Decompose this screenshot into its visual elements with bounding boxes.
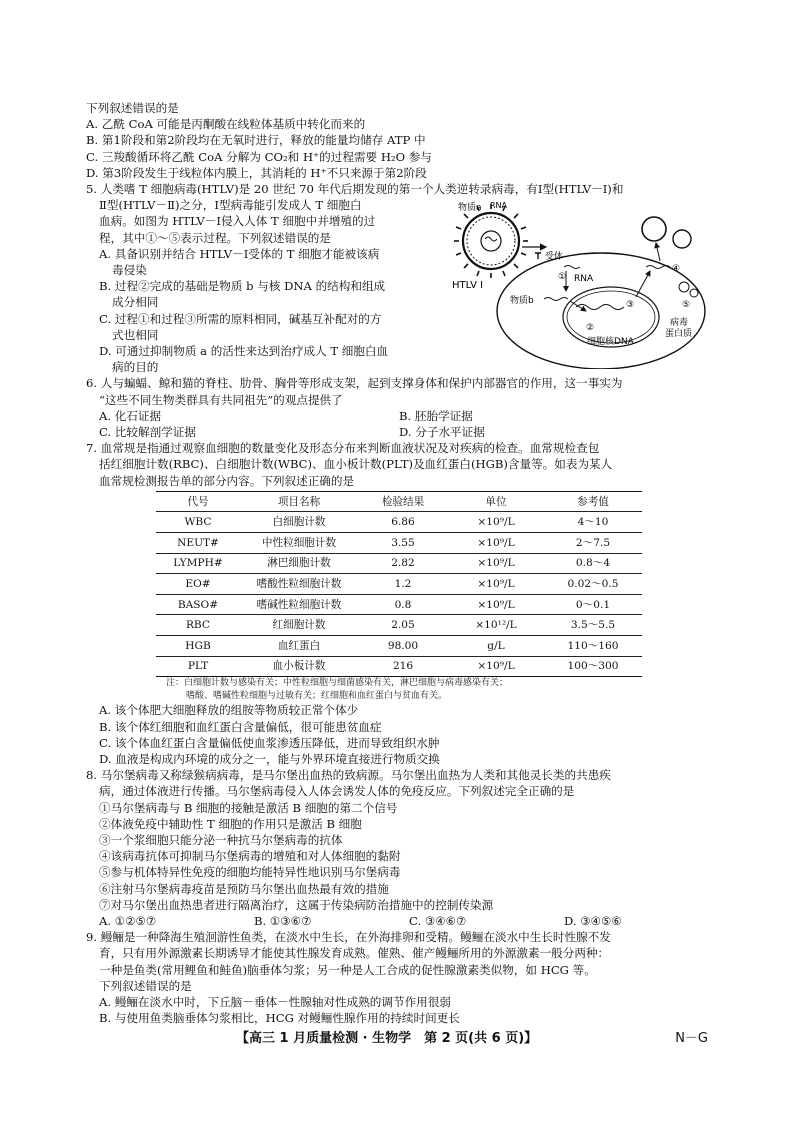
q8-option-a: A. ①②⑤⑦ (99, 914, 157, 929)
cell-reference: 3.5～5.5 (544, 615, 642, 636)
step-1: ① (558, 272, 567, 283)
table-row (156, 615, 642, 636)
cell-result: 2.82 (358, 553, 448, 574)
q7-option-d: D. 血液是构成内环境的成分之一，能与外界环境直接进行物质交换 (99, 752, 440, 767)
q6-option-d: D. 分子水平证据 (399, 425, 485, 440)
cell-result: 6.86 (358, 512, 448, 533)
table-row (156, 574, 642, 595)
cell-result: 216 (358, 656, 448, 677)
label-rna-cell: RNA (574, 274, 594, 285)
q5-stem-line4: 程，其中①～⑤表示过程。下列叙述错误的是 (99, 230, 331, 245)
cell-unit: ×10⁹/L (448, 533, 544, 554)
table-row (156, 553, 642, 574)
q6-stem-line1: 6. 人与蝙蝠、鲸和猫的脊柱、肋骨、胸骨等形成支架，起到支撑身体和保护内部器官的作用，这一事实为 (86, 376, 623, 391)
label-viral-protein-2: 蛋白质 (665, 329, 693, 340)
label-rna-top: RNA (490, 201, 508, 211)
q7-stem-line2: 括红细胞计数(RBC)、白细胞计数(WBC)、血小板计数(PLT)及血红蛋白(HGB)含量等。如表为某人 (99, 457, 613, 472)
cell-item: 嗜碱性粒细胞计数 (240, 594, 358, 615)
cell-code: EO# (156, 574, 240, 595)
question-9 (86, 929, 708, 1026)
cell-code: HGB (156, 636, 240, 657)
q8-statement-5: ⑤参与机体特异性免疫的细胞均能特异性地识别马尔堡病毒 (99, 865, 401, 880)
cell-unit: ×10⁹/L (448, 594, 544, 615)
question-7 (86, 440, 708, 767)
cell-item: 红细胞计数 (240, 615, 358, 636)
label-viral-protein-1: 病毒 (670, 318, 689, 329)
cell-result: 0.8 (358, 594, 448, 615)
q7-stem-line3: 血常规检测报告单的部分内容。下列叙述正确的是 (99, 473, 355, 488)
q5-stem-line2: Ⅱ型(HTLV－Ⅱ)之分，Ⅰ型病毒能引发成人 T 细胞白 (99, 198, 362, 213)
htlv-infection-diagram (446, 199, 708, 369)
cell-reference: 4～10 (544, 512, 642, 533)
q9-option-a: A. 鳗鲡在淡水中时，下丘脑－垂体－性腺轴对性成熟的调节作用很弱 (99, 995, 451, 1010)
q9-stem-line4: 下列叙述错误的是 (99, 978, 192, 993)
cell-unit: ×10¹²/L (448, 615, 544, 636)
label-nucleus-dna: 细胞核DNA (587, 337, 634, 348)
cell-code: BASO# (156, 594, 240, 615)
cell-item: 淋巴细胞计数 (240, 553, 358, 574)
q8-option-b: B. ①③⑥⑦ (254, 914, 312, 929)
q9-stem-line3: 一种是鱼类(常用鲤鱼和鲑鱼)脑垂体匀浆；另一种是人工合成的促性腺激素类似物，如 HCG 等。 (99, 962, 596, 977)
question-6 (86, 375, 708, 440)
q7-stem-line1: 7. 血常规是指通过观察血细胞的数量变化及形态分布来判断血液状况及对疾病的检查。血常规检查包 (86, 441, 600, 456)
cell-item: 嗜酸性粒细胞计数 (240, 574, 358, 595)
q8-statement-3: ③一个浆细胞只能分泌一种抗马尔堡病毒的抗体 (99, 833, 343, 848)
exam-page (86, 100, 708, 1026)
table-note-line2: 嗜酸、嗜碱性粒细胞与过敏有关；红细胞和血红蛋白与贫血有关。 (186, 690, 448, 701)
q5-stem-line1: 5. 人类嗜 T 细胞病毒(HTLV)是 20 世纪 70 年代后期发现的第一个人类逆转录病毒，有Ⅰ型(HTLV－Ⅰ)和 (86, 182, 624, 197)
q8-stem-line2: 病，通过体液进行传播。马尔堡病毒侵入人体会诱发人体的免疫反应。下列叙述完全正确的是 (99, 784, 575, 799)
receptor (535, 253, 541, 259)
q9-stem-line2: 育，只有用外源激素长期诱导才能使其性腺发育成熟。催熟、催产鳗鲡所用的外源激素一般分两种： (99, 946, 610, 961)
q4-option-d: D. 第3阶段发生于线粒体内膜上，其消耗的 H⁺不只来源于第2阶段 (86, 165, 427, 180)
cell-item: 血小板计数 (240, 656, 358, 677)
q7-option-c: C. 该个体血红蛋白含量偏低使血浆渗透压降低，进而导致组织水肿 (99, 735, 440, 750)
q5-option-d: D. 可通过抑制物质 a 的活性来达到治疗成人 T 细胞白血 (99, 344, 389, 359)
cell-reference: 2～7.5 (544, 533, 642, 554)
q8-statement-1: ①马尔堡病毒与 B 细胞的接触是激活 B 细胞的第二个信号 (99, 800, 398, 815)
cell-unit: ×10⁹/L (448, 656, 544, 677)
blood-test-table (156, 491, 642, 677)
cell-result: 2.05 (358, 615, 448, 636)
step-4: ④ (672, 264, 681, 275)
label-substance-a: 物质a (458, 203, 482, 214)
q6-option-a: A. 化石证据 (99, 408, 162, 423)
q4-option-c: C. 三羧酸循环将乙酰 CoA 分解为 CO₂和 H⁺的过程需要 H₂O 参与 (86, 149, 432, 164)
step-3: ③ (626, 300, 635, 311)
q5-option-c: C. 过程①和过程③所需的原料相同，碱基互补配对的方 (99, 311, 382, 326)
table-row (156, 533, 642, 554)
footer-code: N－G (675, 1031, 708, 1046)
q8-statement-7: ⑦对马尔堡出血热患者进行隔离治疗，这属于传染病防治措施中的控制传染源 (99, 897, 494, 912)
cell-unit: ×10⁹/L (448, 512, 544, 533)
col-unit: 单位 (448, 491, 544, 512)
table-row (156, 656, 642, 677)
question-4 (86, 100, 708, 181)
q8-statement-6: ⑥注射马尔堡病毒疫苗是预防马尔堡出血热最有效的措施 (99, 881, 389, 896)
cell-reference: 100～300 (544, 656, 642, 677)
cell-reference: 0.02～0.5 (544, 574, 642, 595)
table-row (156, 594, 642, 615)
q8-stem-line1: 8. 马尔堡病毒又称绿猴病病毒，是马尔堡出血热的致病源。马尔堡出血热为人类和其他灵长类的共患疾 (86, 768, 611, 783)
q5-option-d-cont: 病的目的 (112, 360, 159, 375)
cell-code: WBC (156, 512, 240, 533)
cell-item: 中性粒细胞计数 (240, 533, 358, 554)
q5-stem-line3: 血病。如图为 HTLV－Ⅰ侵入人体 T 细胞中并增殖的过 (99, 214, 376, 229)
q9-option-b: B. 与使用鱼类脑垂体匀浆相比，HCG 对鳗鲡性腺作用的持续时间更长 (99, 1011, 460, 1026)
cell-item: 白细胞计数 (240, 512, 358, 533)
cell-code: LYMPH# (156, 553, 240, 574)
label-receptor: 受体 (545, 252, 564, 263)
cell-reference: 0.8～4 (544, 553, 642, 574)
step-2: ② (586, 323, 595, 334)
cell-code: PLT (156, 656, 240, 677)
cell-code: NEUT# (156, 533, 240, 554)
col-item: 项目名称 (240, 491, 358, 512)
col-code: 代号 (156, 491, 240, 512)
table-note-line1: 注：白细胞计数与感染有关；中性粒细胞与细菌感染有关，淋巴细胞与病毒感染有关； (166, 678, 509, 689)
q5-option-a-cont: 毒侵染 (112, 263, 147, 278)
col-result: 检验结果 (358, 491, 448, 512)
col-reference: 参考值 (544, 491, 642, 512)
q9-stem-line1: 9. 鳗鲡是一种降海生殖洄游性鱼类，在淡水中生长，在外海排卵和受精。鳗鲡在淡水中生长时性腺不发 (86, 930, 611, 945)
q6-stem-line2: “这些不同生物类群具有共同祖先”的观点提供了 (99, 392, 343, 407)
label-htlv: HTLV Ⅰ (452, 280, 484, 292)
cell-unit: g/L (448, 636, 544, 657)
q6-option-c: C. 比较解剖学证据 (99, 425, 196, 440)
q8-option-c: C. ③④⑥⑦ (409, 914, 467, 929)
cell-item: 血红蛋白 (240, 636, 358, 657)
q8-statement-2: ②体液免疫中辅助性 T 细胞的作用只是激活 B 细胞 (99, 816, 362, 831)
cell-result: 3.55 (358, 533, 448, 554)
q4-option-a: A. 乙酰 CoA 可能是丙酮酸在线粒体基质中转化而来的 (86, 117, 366, 132)
q5-option-b-cont: 成分相同 (112, 295, 159, 310)
q8-statement-4: ④该病毒抗体可抑制马尔堡病毒的增殖和对人体细胞的黏附 (99, 849, 401, 864)
q4-option-b: B. 第1阶段和第2阶段均在无氧时进行，释放的能量均储存 ATP 中 (86, 133, 426, 148)
table-row (156, 636, 642, 657)
q5-option-b: B. 过程②完成的基础是物质 b 与核 DNA 的结构和组成 (99, 279, 386, 294)
cell-code: RBC (156, 615, 240, 636)
label-substance-b: 物质b (510, 296, 534, 307)
q7-option-a: A. 该个体肥大细胞释放的组胺等物质较正常个体少 (99, 703, 359, 718)
q5-option-c-cont: 式也相同 (112, 327, 159, 342)
htlv-virus (454, 204, 528, 278)
cell-reference: 0～0.1 (544, 594, 642, 615)
cell-result: 1.2 (358, 574, 448, 595)
cell-unit: ×10⁹/L (448, 574, 544, 595)
cell-result: 98.00 (358, 636, 448, 657)
q6-option-b: B. 胚胎学证据 (399, 408, 473, 423)
cell-unit: ×10⁹/L (448, 553, 544, 574)
q5-option-a: A. 具备识别并结合 HTLV－Ⅰ受体的 T 细胞才能被该病 (99, 246, 380, 261)
q8-option-d: D. ③④⑤⑥ (564, 914, 622, 929)
cell-reference: 110～160 (544, 636, 642, 657)
question-5 (86, 181, 708, 375)
step-5: ⑤ (682, 300, 691, 311)
table-header-row (156, 491, 642, 512)
footer-title: 【高三 1 月质量检测 · 生物学 第 2 页(共 6 页)】 (236, 1031, 538, 1046)
q4-intro: 下列叙述错误的是 (86, 101, 179, 115)
question-8 (86, 767, 708, 929)
q7-option-b: B. 该个体红细胞和血红蛋白含量偏低，很可能患贫血症 (99, 719, 382, 734)
table-row (156, 512, 642, 533)
